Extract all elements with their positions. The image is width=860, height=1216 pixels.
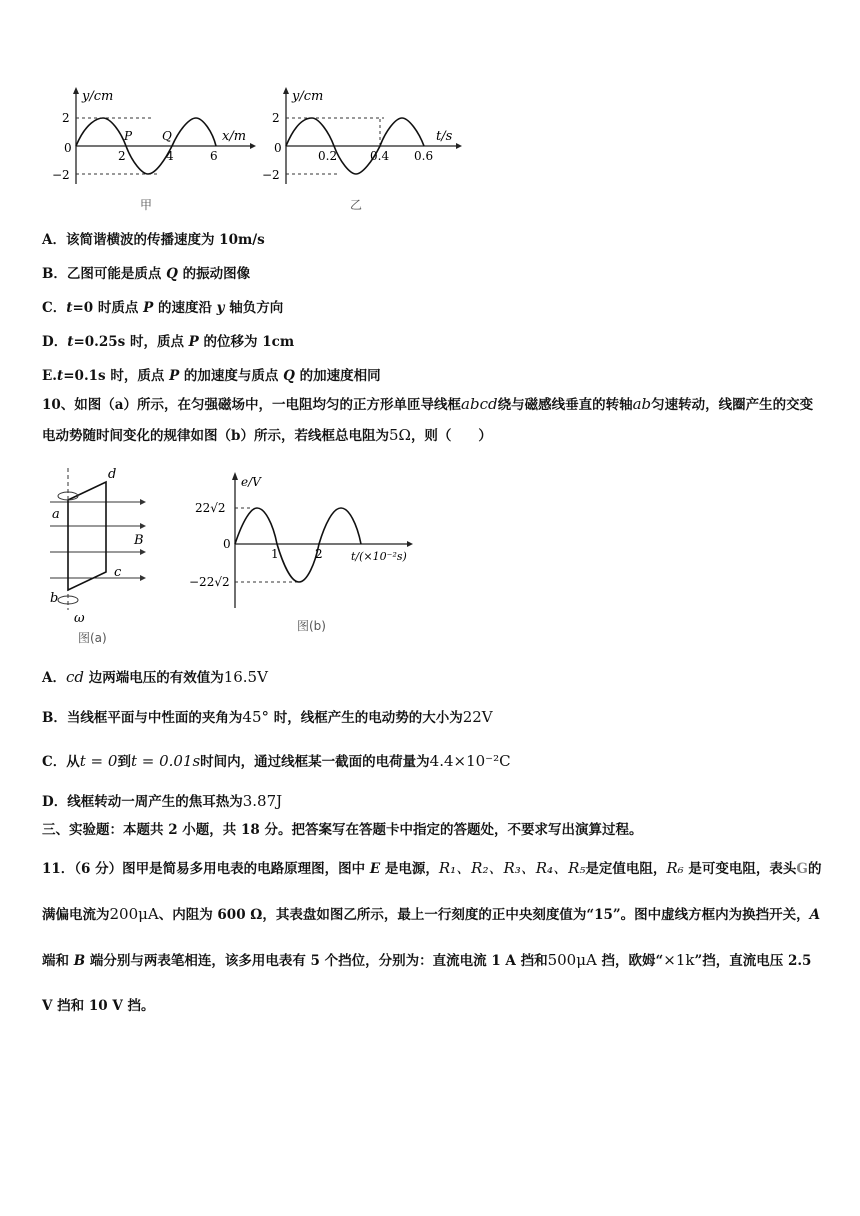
option-9e: E.t=0.1s 时，质点 P 的加速度与质点 Q 的加速度相同 (42, 368, 381, 384)
tick-ymin: −22√2 (189, 575, 230, 589)
option-10c: C．从t = 0到t = 0.01s时间内，通过线框某一截面的电荷量为4.4×10⁻²C (42, 752, 511, 770)
tick-x-04: 0.4 (370, 149, 390, 163)
point-q: Q (162, 129, 172, 143)
tick-x-02: 0.2 (318, 149, 338, 163)
label-omega: ω (74, 611, 85, 626)
option-9d: D．t=0.25s 时，质点 P 的位移为 1cm (42, 334, 295, 350)
question-11-stem: 11．（6 分）图甲是简易多用电表的电路原理图，图中 E 是电源，R₁、R₂、R₃、R₄、R₅是定值电阻，R₆ 是可变电阻，表头G的满偏电流为200μA、内阻为 600 Ω，其表盘如图乙所示，最上一行刻度的正中央刻度值为“15”。图中虚线方框内为换挡开关，A 端和 B 端分别与两表笔相连，该多用电表有 5 个挡位，分别为：直流电流 1 A 挡和500μA 挡，欧姆“×1k”挡，直流电压 2.5 V 挡和 10 V 挡。 (42, 859, 822, 1014)
xlabel: t/s (436, 129, 453, 144)
option-10b: B．当线框平面与中性面的夹角为45° 时，线框产生的电动势的大小为22V (42, 708, 493, 726)
wave-graph-jia (40, 84, 260, 214)
figure-b-emf-graph (185, 468, 420, 638)
tick-y-0: 0 (64, 141, 72, 155)
caption: 图(a) (78, 631, 107, 645)
label-d: d (108, 467, 117, 482)
ylabel: y/cm (292, 89, 324, 104)
tick-y-neg2: −2 (262, 168, 280, 182)
label-b: b (50, 591, 59, 606)
label-B: B (134, 533, 144, 548)
tick-y-0: 0 (274, 141, 282, 155)
tick-ymax: 22√2 (195, 501, 226, 515)
question-10-stem: 10、如图（a）所示，在匀强磁场中，一电阻均匀的正方形单匝导线框abcd绕与磁感线垂直的转轴ab匀速转动，线圈产生的交变电动势随时间变化的规律如图（b）所示，若线框总电阻为5Ω，则（ ） (42, 395, 814, 444)
section-heading: 三、实验题：本题共 2 小题，共 18 分。把答案写在答题卡中指定的答题处，不要求写出演算过程。 (42, 822, 643, 838)
xlabel: t/(×10⁻²s) (351, 550, 407, 563)
option-10a: A．cd 边两端电压的有效值为16.5V (42, 668, 268, 686)
origin: 0 (223, 537, 231, 551)
point-p: P (124, 129, 133, 143)
option-9b: B．乙图可能是质点 Q 的振动图像 (42, 266, 251, 282)
label-c: c (114, 565, 122, 580)
tick-x-2: 2 (118, 149, 126, 163)
tick-y-2: 2 (62, 111, 70, 125)
caption: 图(b) (297, 619, 326, 633)
label-a: a (52, 507, 60, 522)
xlabel: x/m (222, 129, 247, 144)
tick-x-6: 6 (210, 149, 218, 163)
option-10d: D．线框转动一周产生的焦耳热为3.87J (42, 792, 283, 810)
tick-x-4: 4 (166, 149, 174, 163)
vibration-graph-yi (252, 84, 472, 214)
tick-y-neg2: −2 (52, 168, 70, 182)
figure-a-coil (40, 460, 170, 650)
tick-x-2: 2 (315, 547, 323, 561)
tick-y-2: 2 (272, 111, 280, 125)
caption: 甲 (140, 198, 153, 212)
option-9a: A．该简谐横波的传播速度为 10m/s (42, 232, 265, 248)
ylabel: e/V (241, 475, 261, 489)
tick-x-1: 1 (271, 547, 279, 561)
caption: 乙 (350, 198, 363, 212)
option-9c: C．t=0 时质点 P 的速度沿 y 轴负方向 (42, 300, 284, 316)
ylabel: y/cm (82, 89, 114, 104)
tick-x-06: 0.6 (414, 149, 434, 163)
